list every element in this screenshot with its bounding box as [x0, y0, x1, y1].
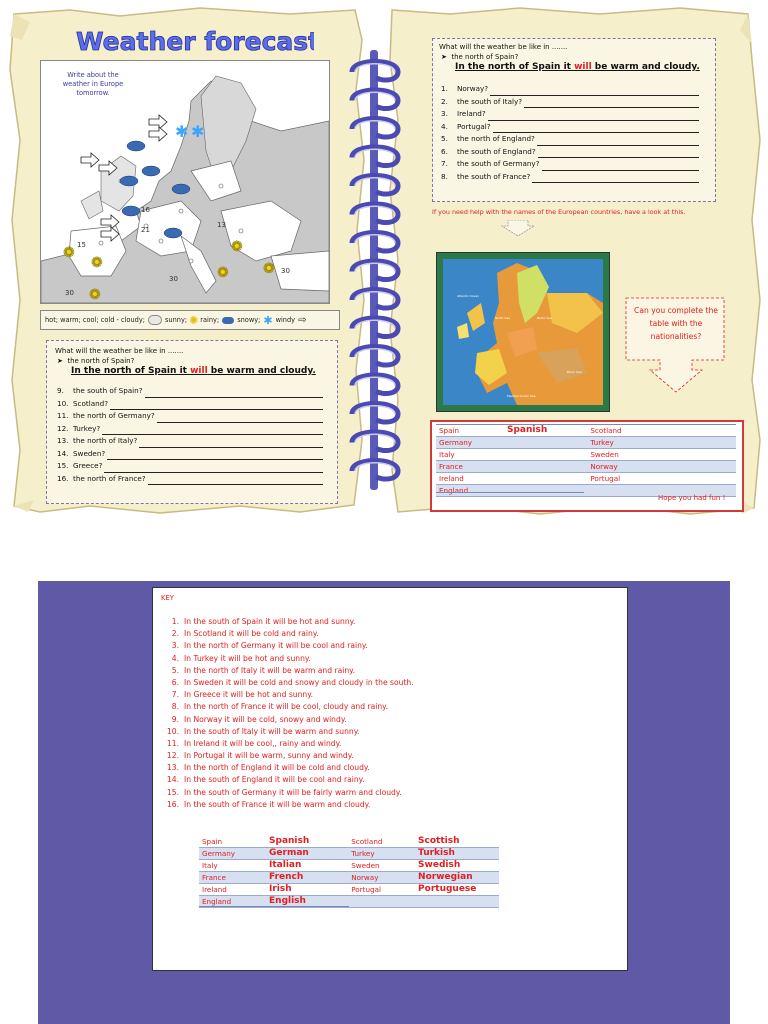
question-text: the north of France?	[73, 473, 146, 483]
table-cell: Italy	[199, 860, 266, 872]
question-number: 7.	[441, 159, 448, 168]
question-text: Norway?	[457, 84, 489, 93]
table-cell[interactable]	[504, 473, 587, 485]
answer-line[interactable]	[490, 87, 699, 96]
table-cell[interactable]: Swedish	[415, 860, 499, 872]
spiral-binding	[346, 50, 406, 490]
table-cell[interactable]: Italian	[266, 860, 348, 872]
cloud-icon	[148, 315, 162, 325]
nationality-table-box	[430, 420, 744, 512]
key-answer-item	[159, 774, 414, 786]
question-item	[441, 96, 699, 109]
help-note: If you need help with the names of the European countries, have a look at this.	[432, 208, 686, 216]
map-temp: 30	[65, 289, 74, 297]
key-answer-list	[159, 616, 414, 811]
sea-label: Baltic Sea	[537, 316, 552, 320]
answer-line[interactable]	[488, 112, 699, 121]
svg-text:Weather forecast: Weather forecast	[76, 27, 314, 56]
question-prompt: What will the weather be like in .......	[55, 347, 184, 355]
key-number: 10.	[166, 726, 179, 736]
table-cell: France	[436, 461, 504, 473]
key-number: 16.	[166, 799, 179, 809]
table-row	[199, 872, 499, 884]
example-answer	[71, 366, 316, 376]
question-number: 4.	[441, 121, 448, 131]
blank-line	[436, 492, 584, 493]
key-answer-item	[159, 738, 414, 750]
question-item	[441, 133, 699, 146]
question-list	[441, 83, 699, 183]
question-number: 9.	[57, 386, 64, 395]
key-number: 9.	[171, 714, 179, 724]
question-item	[441, 146, 699, 159]
example-place-text: the north of Spain?	[67, 357, 135, 365]
nationality-table	[436, 424, 736, 497]
table-cell: Ireland	[436, 473, 504, 485]
key-number: 4.	[171, 653, 179, 663]
table-cell[interactable]	[504, 449, 587, 461]
question-text: Turkey?	[73, 423, 101, 433]
arrow-bullet-icon: ➤	[57, 357, 63, 365]
table-row	[436, 473, 736, 485]
key-number: 6.	[171, 677, 179, 687]
table-cell[interactable]: Spanish	[266, 836, 348, 848]
table-row	[199, 836, 499, 848]
answer-line[interactable]	[532, 174, 699, 183]
question-item	[57, 448, 323, 461]
table-cell[interactable]: Irish	[266, 884, 348, 896]
table-row	[436, 461, 736, 473]
table-cell[interactable]	[655, 461, 736, 473]
table-row	[436, 449, 736, 461]
table-row	[199, 848, 499, 860]
svg-text:✺: ✺	[91, 255, 103, 271]
sea-label: North Sea	[495, 316, 510, 320]
table-cell[interactable]: Turkish	[415, 848, 499, 860]
table-cell[interactable]	[655, 449, 736, 461]
question-item	[441, 108, 699, 121]
down-arrow-icon	[500, 220, 540, 238]
question-number: 16.	[57, 473, 69, 483]
question-text: the south of Italy?	[457, 96, 523, 106]
table-row	[199, 884, 499, 896]
question-item	[57, 435, 323, 448]
table-cell: Sweden	[348, 860, 415, 872]
answer-line[interactable]	[139, 439, 323, 448]
page-title	[74, 22, 314, 58]
table-cell: Spain	[199, 836, 266, 848]
table-cell: Scotland	[587, 425, 655, 437]
table-cell[interactable]	[415, 896, 499, 908]
answer-line[interactable]	[524, 99, 699, 108]
table-cell: Norway	[587, 461, 655, 473]
key-answer-text: In the south of Italy it will be warm and sunny.	[184, 726, 360, 736]
key-number: 12.	[166, 751, 179, 761]
table-cell[interactable]	[655, 425, 736, 437]
sea-label: Mediterranean Sea	[507, 394, 536, 398]
key-number: 3.	[171, 641, 179, 651]
question-text: Sweden?	[73, 448, 106, 458]
key-number: 13.	[166, 763, 179, 773]
question-text: Scotland?	[73, 398, 109, 408]
question-text: Portugal?	[457, 121, 491, 131]
answer-line[interactable]	[493, 124, 699, 133]
table-cell[interactable]: Norwegian	[415, 872, 499, 884]
question-item	[57, 410, 323, 423]
table-cell: Ireland	[199, 884, 266, 896]
table-row	[436, 425, 736, 437]
answer-line[interactable]	[148, 476, 323, 485]
key-answer-item	[159, 689, 414, 701]
question-text: the north of Germany?	[73, 411, 155, 420]
key-answer-item	[159, 616, 414, 628]
question-text: the south of France?	[457, 171, 531, 181]
question-text: Ireland?	[457, 109, 486, 118]
key-answer-text: In Scotland it will be cold and rainy.	[184, 629, 319, 639]
answer-line[interactable]	[537, 137, 699, 146]
answer-line[interactable]	[107, 451, 323, 460]
table-cell: Norway	[348, 872, 415, 884]
question-number: 13.	[57, 436, 69, 445]
map-note: Write about the weather in Europe tomorrow.	[62, 71, 124, 97]
legend-text: hot; warm; cool; cold - cloudy;	[45, 316, 145, 324]
footer-note: Hope you had fun !	[658, 494, 726, 502]
key-answer-item	[159, 787, 414, 799]
table-cell[interactable]: French	[266, 872, 348, 884]
question-list	[57, 385, 323, 485]
question-number: 14.	[57, 448, 69, 458]
table-cell: England	[199, 896, 266, 908]
table-cell[interactable]	[504, 437, 587, 449]
answer-pre: In the north of Spain it	[71, 366, 191, 376]
key-number: 5.	[171, 665, 179, 675]
answer-line[interactable]	[538, 149, 699, 158]
question-number: 2.	[441, 96, 448, 106]
answer-line[interactable]	[104, 464, 323, 473]
key-panel	[152, 587, 628, 971]
key-answer-text: In the south of France it will be warm and cloudy.	[184, 799, 371, 809]
answer-will: will	[190, 366, 208, 376]
table-cell: France	[199, 872, 266, 884]
key-number: 8.	[171, 702, 179, 712]
answer-line[interactable]	[145, 389, 323, 398]
example-place	[57, 357, 134, 365]
answer-post: be warm and cloudy.	[207, 366, 316, 376]
table-cell[interactable]	[504, 485, 587, 497]
question-text: the south of Spain?	[73, 386, 143, 395]
map-temp: 15	[77, 241, 86, 249]
key-answer-text: In the north of France it will be cool, cloudy and rainy.	[184, 702, 388, 712]
key-answer-item	[159, 677, 414, 689]
key-nationality-table	[199, 836, 499, 908]
svg-text:✺: ✺	[263, 261, 275, 277]
answer-line[interactable]	[157, 414, 323, 423]
answer-will: will	[574, 62, 592, 72]
weather-legend	[40, 310, 340, 330]
question-number: 12.	[57, 423, 69, 433]
table-cell: Scotland	[348, 836, 415, 848]
key-number: 11.	[166, 738, 179, 748]
key-answer-text: In Sweden it will be cold and snowy and cloudy in the south.	[184, 677, 414, 687]
weather-map	[40, 60, 330, 304]
key-answer-item	[159, 726, 414, 738]
question-number: 3.	[441, 109, 448, 118]
table-cell: Germany	[436, 437, 504, 449]
legend-rainy: rainy;	[200, 316, 220, 324]
svg-text:✺: ✺	[63, 245, 75, 261]
wind-arrow-icon: ⇨	[298, 314, 307, 326]
key-answer-text: In the north of Italy it will be warm and rainy.	[184, 665, 355, 675]
question-text: the north of England?	[457, 134, 535, 143]
key-answer-text: In Portugal it will be warm, sunny and windy.	[184, 751, 354, 761]
table-row	[199, 860, 499, 872]
key-answer-item	[159, 750, 414, 762]
table-cell	[348, 896, 415, 908]
svg-text:✱: ✱	[191, 122, 205, 141]
table-cell[interactable]: German	[266, 848, 348, 860]
legend-snowy: snowy;	[237, 316, 261, 324]
question-box-left	[46, 340, 338, 504]
ocean-label: Atlantic Ocean	[457, 294, 479, 298]
question-number: 1.	[441, 84, 448, 93]
key-answer-text: In the south of Germany it will be fairly warm and cloudy.	[184, 787, 402, 797]
key-label: KEY	[161, 594, 174, 602]
key-answer-item	[159, 628, 414, 640]
question-item	[441, 158, 699, 171]
key-answer-text: In Turkey it will be hot and sunny.	[184, 653, 311, 663]
legend-sunny: sunny;	[164, 316, 188, 324]
table-cell	[587, 485, 655, 497]
answer-line[interactable]	[102, 426, 323, 435]
question-item	[57, 385, 323, 398]
key-answer-item	[159, 640, 414, 652]
map-temp: 21	[141, 226, 150, 234]
table-cell: Portugal	[348, 884, 415, 896]
question-item	[441, 171, 699, 184]
sun-icon: ✺	[189, 313, 199, 327]
question-item	[441, 83, 699, 96]
table-cell[interactable]: English	[266, 896, 348, 908]
snowflake-icon: ✱	[263, 313, 273, 327]
key-answer-text: In the south of England it will be cool and rainy.	[184, 775, 365, 785]
key-answer-text: In Norway it will be cold, snowy and windy.	[184, 714, 347, 724]
example-place-text: the north of Spain?	[451, 53, 519, 61]
svg-text:✺: ✺	[231, 239, 243, 255]
table-cell[interactable]	[504, 461, 587, 473]
table-cell: Turkey	[587, 437, 655, 449]
key-number: 14.	[166, 775, 179, 785]
sea-label: Black Sea	[567, 370, 582, 374]
question-item	[57, 460, 323, 473]
key-number: 15.	[166, 787, 179, 797]
key-answer-item	[159, 701, 414, 713]
key-number: 7.	[171, 690, 179, 700]
map-temp: 16	[141, 206, 150, 214]
question-number: 8.	[441, 171, 448, 181]
question-prompt: What will the weather be like in .......	[439, 43, 568, 51]
table-cell: Sweden	[587, 449, 655, 461]
table-cell: Turkey	[348, 848, 415, 860]
key-answer-text: In the north of Germany it will be cool and rainy.	[184, 641, 368, 651]
key-answer-item	[159, 653, 414, 665]
map-temp: 13	[217, 221, 226, 229]
answer-post: be warm and cloudy.	[591, 62, 700, 72]
question-number: 11.	[57, 411, 69, 420]
answer-pre: In the north of Spain it	[455, 62, 575, 72]
answer-line[interactable]	[542, 162, 700, 171]
table-cell[interactable]: Portuguese	[415, 884, 499, 896]
question-number: 5.	[441, 134, 448, 143]
question-text: the south of England?	[457, 146, 536, 156]
map-temp: 30	[169, 275, 178, 283]
table-cell[interactable]	[655, 437, 736, 449]
key-answer-text: In the north of England it will be cold and cloudy.	[184, 763, 370, 773]
table-cell: Portugal	[587, 473, 655, 485]
key-answer-item	[159, 799, 414, 811]
rain-cloud-icon	[222, 317, 234, 324]
question-item	[57, 473, 323, 486]
svg-text:✺: ✺	[217, 265, 229, 281]
question-number: 10.	[57, 398, 69, 408]
question-text: the south of Germany?	[457, 159, 540, 168]
example-answer	[455, 62, 700, 72]
question-number: 15.	[57, 461, 69, 470]
key-answer-item	[159, 762, 414, 774]
table-cell: Germany	[199, 848, 266, 860]
table-cell: England	[436, 485, 504, 497]
question-item	[57, 423, 323, 436]
key-answer-text: In Greece it will be hot and sunny.	[184, 690, 314, 700]
svg-text:✱: ✱	[175, 122, 189, 141]
answer-line[interactable]	[110, 401, 323, 410]
key-number: 1.	[171, 617, 179, 626]
svg-text:✺: ✺	[89, 287, 101, 303]
callout-text: Can you complete the table with the nationalities?	[634, 306, 718, 341]
example-place	[441, 53, 518, 61]
question-text: Greece?	[73, 461, 103, 470]
key-answer-item	[159, 665, 414, 677]
table-cell: Italy	[436, 449, 504, 461]
key-answer-item	[159, 714, 414, 726]
question-number: 6.	[441, 146, 448, 156]
arrow-bullet-icon: ➤	[441, 53, 447, 61]
key-number: 2.	[171, 629, 179, 639]
question-item	[57, 398, 323, 411]
map-temp: 30	[281, 267, 290, 275]
key-answer-text: In the south of Spain it will be hot and sunny.	[184, 617, 356, 626]
blank-line	[199, 906, 349, 907]
question-box-right	[432, 38, 716, 202]
europe-map	[436, 252, 610, 412]
question-text: the north of Italy?	[73, 436, 138, 445]
question-item	[441, 121, 699, 134]
key-answer-text: In Ireland it will be cool,, rainy and windy.	[184, 738, 342, 748]
table-row	[436, 437, 736, 449]
legend-windy: windy	[275, 316, 296, 324]
table-cell[interactable]	[655, 473, 736, 485]
table-cell: Spain	[436, 425, 504, 437]
table-cell[interactable]: Spanish	[504, 425, 587, 437]
table-cell[interactable]: Scottish	[415, 836, 499, 848]
